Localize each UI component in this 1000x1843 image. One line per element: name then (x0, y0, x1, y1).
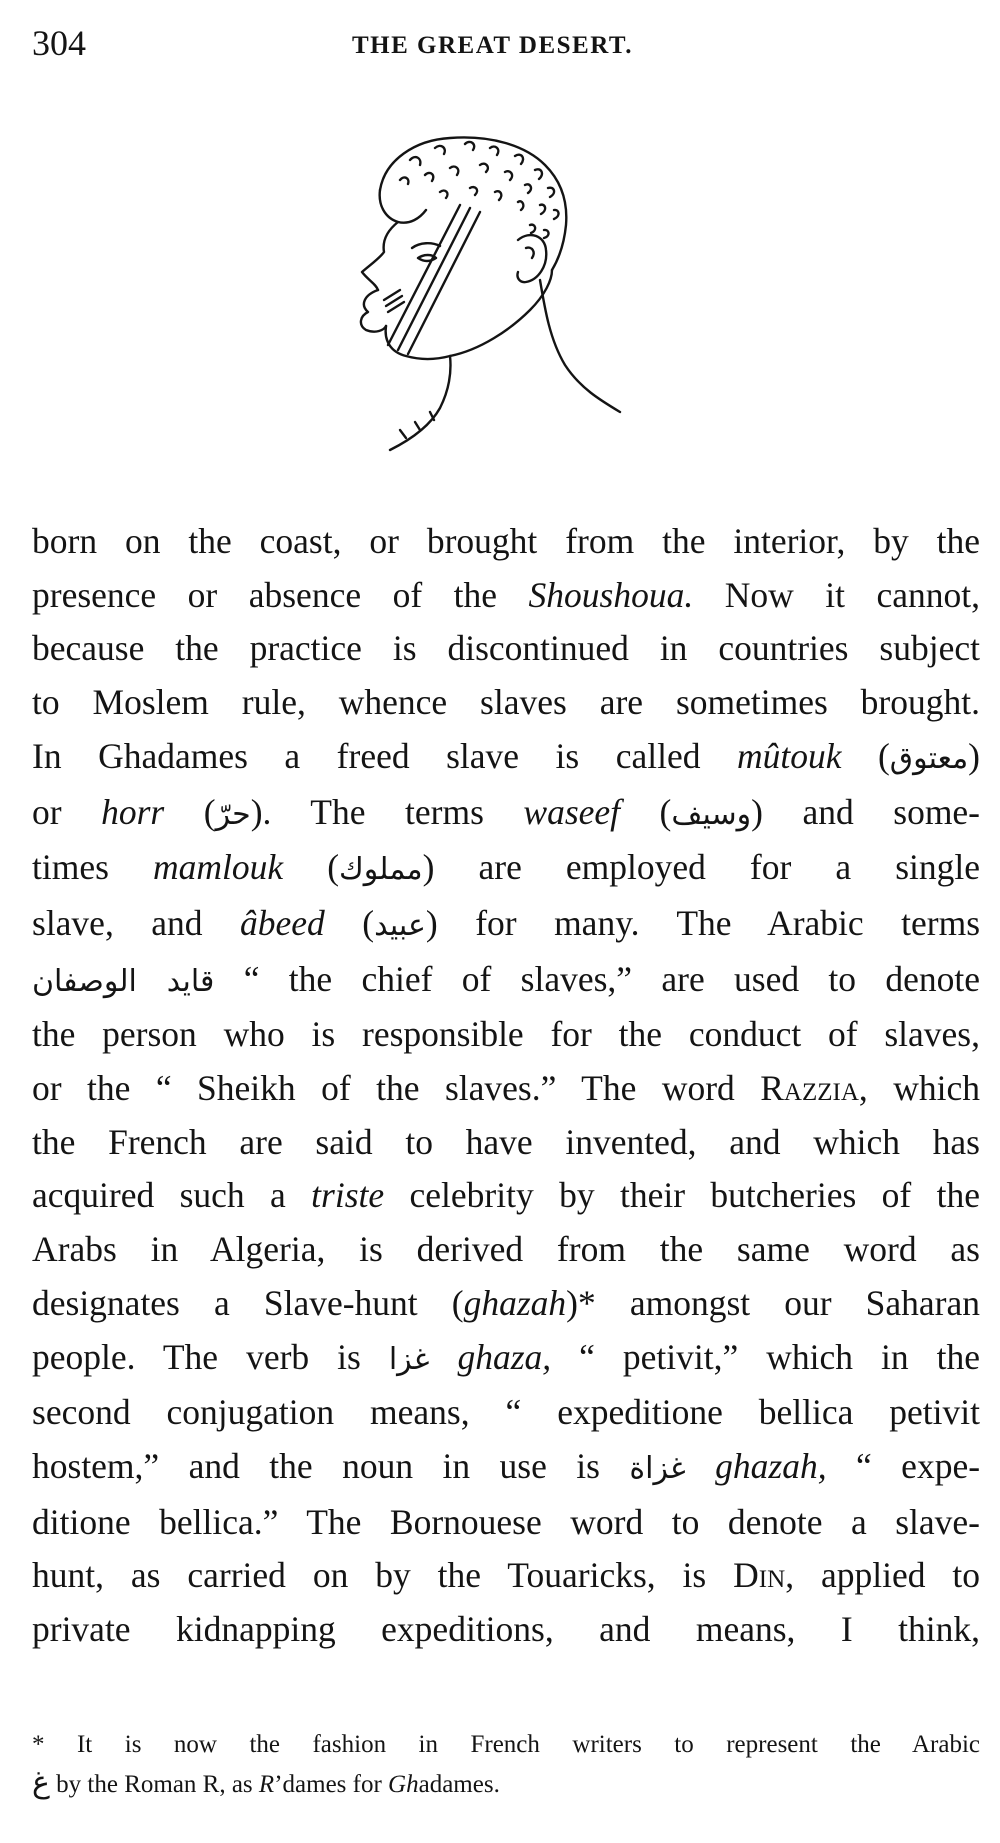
italic-term: mûtouk (736, 735, 842, 776)
italic-term: R (258, 1771, 275, 1798)
arabic-term: قايد الوصفان (32, 963, 215, 999)
arabic-term: معتوق (889, 740, 969, 776)
text-line: to Moslem rule, whence slaves are sometimes brought. (32, 682, 980, 723)
footnote-line: غ by the Roman R, as R’dames for Ghadames. (32, 1765, 500, 1800)
arabic-term: عبيد (374, 907, 426, 943)
text-line: قايد الوصفان “ the chief of slaves,” are used to denote (32, 958, 980, 999)
footnote (32, 1726, 980, 1804)
italic-term: Shoushoua. (528, 574, 694, 615)
text-line: the French are said to have invented, and which has (32, 1121, 980, 1162)
text-line: hostem,” and the noun in use is غزاة ghazah, “ expe- (32, 1445, 981, 1486)
text-line: slave, and âbeed (عبيد) for many. The Arabic terms (32, 902, 981, 943)
arabic-term: مملوك (339, 852, 423, 888)
arabic-term: غزاة (629, 1450, 686, 1486)
italic-term: ghazah (463, 1282, 567, 1323)
italic-term: mamlouk (152, 847, 284, 888)
italic-term: triste (311, 1175, 385, 1216)
text-line: presence or absence of the Shoushoua. Now it cannot, (32, 574, 980, 615)
italic-term: horr (101, 791, 165, 832)
italic-term: waseef (523, 791, 621, 832)
small-caps-term: Razzia (760, 1068, 859, 1109)
italic-term: ghaza, (457, 1336, 552, 1377)
text-line: hunt, as carried on by the Touaricks, is Din, applied to (32, 1555, 980, 1596)
text-line: second conjugation means, “ expeditione bellica petivit (32, 1392, 980, 1433)
text-line: In Ghadames a freed slave is called mûtouk (معتوق) (32, 735, 980, 776)
text-line: ditione bellica.” The Bornouese word to denote a slave- (32, 1501, 980, 1542)
page-number: 304 (32, 23, 86, 63)
arabic-letter: غ (32, 1765, 50, 1800)
arabic-term: حرّ (215, 796, 251, 832)
text-line: or horr (حرّ). The terms waseef (وسيف) and some- (32, 791, 981, 832)
text-line: designates a Slave-hunt (ghazah)* amongst our Saharan (32, 1282, 980, 1323)
text-line: acquired such a triste celebrity by their butcheries of the (32, 1175, 980, 1216)
text-line: Arabs in Algeria, is derived from the same word as (32, 1229, 980, 1270)
arabic-term: وسيف (671, 796, 752, 832)
arabic-term: غزا (388, 1341, 430, 1377)
italic-term: âbeed (240, 902, 325, 943)
italic-term: ghazah, (715, 1445, 827, 1486)
small-caps-term: Din (733, 1555, 786, 1596)
footnote-line: * It is now the fashion in French writers to represent the Arabic (32, 1731, 980, 1758)
text-line: because the practice is discontinued in countries subject (32, 628, 980, 669)
italic-term: Gh (388, 1771, 419, 1798)
text-line: private kidnapping expeditions, and means, I think, (32, 1609, 980, 1650)
text-line: times mamlouk (مملوك) are employed for a single (32, 847, 980, 888)
text-line: people. The verb is غزا ghaza, “ petivit,” which in the (32, 1336, 981, 1377)
head-profile-illustration (340, 130, 660, 490)
text-line: the person who is responsible for the conduct of slaves, (32, 1014, 980, 1055)
text-line: or the “ Sheikh of the slaves.” The word Razzia, which (32, 1068, 980, 1109)
running-title: THE GREAT DESERT. (352, 32, 633, 59)
text-line: born on the coast, or brought from the interior, by the (32, 521, 980, 561)
page-header (32, 22, 982, 72)
main-text (32, 515, 980, 1657)
